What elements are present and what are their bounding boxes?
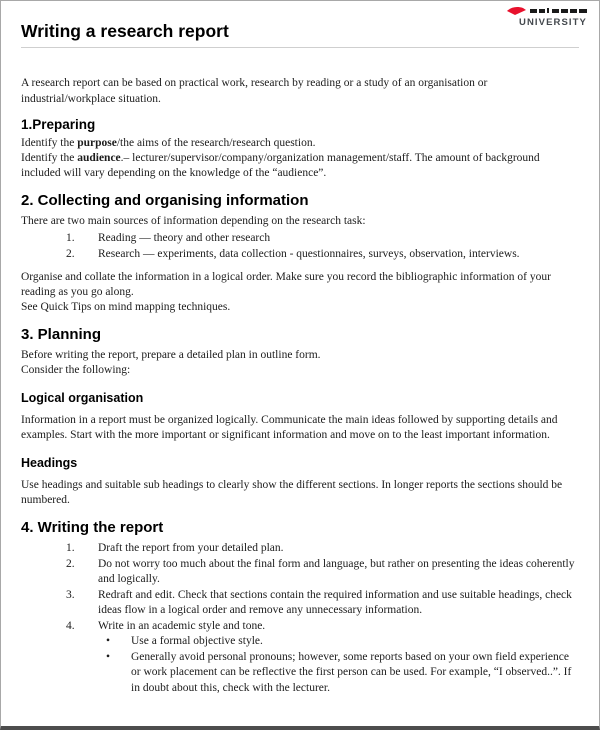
preparing-line-1-pre: Identify the	[21, 137, 78, 149]
list-item	[66, 557, 579, 588]
planning-line-2: Consider the following:	[21, 364, 131, 376]
bullet-item	[106, 650, 579, 697]
title-divider	[21, 47, 579, 48]
page-title: Writing a research report	[21, 21, 229, 41]
bullet-item	[106, 634, 579, 650]
headings-paragraph: Use headings and suitable sub headings to clearly show the different sections. In longer reports the sections should be numbered.	[21, 479, 563, 506]
list-item-text: Redraft and edit. Check that sections contain the required information and use suitable headings, check ideas flow in a logical order and remove any unnecessary information.	[98, 588, 572, 616]
university-logo-text: UNIVERSITY	[518, 17, 587, 28]
list-item	[66, 588, 579, 619]
section-heading-planning: 3. Planning	[21, 326, 102, 343]
section-heading-collecting: 2. Collecting and organising information	[21, 192, 309, 209]
list-item	[66, 619, 579, 635]
preparing-line-2	[21, 151, 579, 181]
list-item-text: Research — experiments, data collection - questionnaires, surveys, observation, interviews.	[98, 247, 520, 260]
list-item-number: 1.	[66, 232, 75, 244]
list-item-number: 1.	[66, 542, 75, 554]
list-item-number: 3.	[66, 588, 75, 601]
preparing-line-2-post: .– lecturer/supervisor/company/organization management/staff. The amount of background included will vary depending on the knowledge of the “audience”.	[21, 152, 540, 179]
sources-list	[66, 231, 579, 262]
purpose-bold-word: purpose	[77, 137, 117, 149]
subheading-logical-organisation: Logical organisation	[21, 391, 144, 405]
logical-organisation-paragraph: Information in a report must be organized logically. Communicate the main ideas followed by supporting details and examples. Start with the more important or significant information and move on to the least important information.	[21, 414, 558, 441]
list-item-text: Do not worry too much about the final form and language, but rather on presenting the ideas coherently and logically.	[98, 557, 575, 585]
collecting-lead: There are two main sources of information depending on the research task:	[21, 215, 366, 227]
list-item-text: Draft the report from your detailed plan.	[98, 542, 284, 554]
subheading-headings: Headings	[21, 456, 78, 470]
style-bullet-list	[106, 634, 579, 696]
intro-paragraph: A research report can be based on practical work, research by reading or a study of an organisation or industrial/workplace situation.	[21, 77, 488, 105]
list-item	[66, 247, 579, 263]
section-heading-writing: 4. Writing the report	[21, 519, 164, 536]
list-item-text: Reading — theory and other research	[98, 232, 271, 244]
writing-steps-list	[66, 541, 579, 634]
list-item-number: 4.	[66, 619, 75, 632]
bullet-icon: •	[106, 650, 111, 663]
list-item	[66, 231, 579, 247]
university-logo-mark-icon	[507, 6, 587, 16]
bullet-text: Use a formal objective style.	[131, 635, 263, 647]
list-item-number: 2.	[66, 557, 75, 570]
section-heading-preparing: 1.Preparing	[21, 117, 96, 132]
bullet-icon: •	[106, 635, 111, 647]
bullet-text: Generally avoid personal pronouns; however, some reports based on your own field experience or work placement can be reflective the first person can be used. For example, “I observed..”. If in doubt about this, check with the lecturer.	[131, 650, 572, 694]
preparing-line-2-pre: Identify the	[21, 152, 78, 164]
planning-line-1: Before writing the report, prepare a detailed plan in outline form.	[21, 349, 321, 361]
list-item-text: Write in an academic style and tone.	[98, 619, 266, 632]
preparing-line-1	[21, 136, 579, 151]
quick-tips-note: See Quick Tips on mind mapping techniques.	[21, 301, 231, 313]
list-item-number: 2.	[66, 247, 75, 260]
university-logo	[501, 6, 587, 28]
audience-bold-word: audience	[77, 152, 121, 164]
list-item	[66, 541, 579, 557]
collecting-paragraph: Organise and collate the information in a logical order. Make sure you record the bibliographic information of your reading as you go along.	[21, 271, 551, 298]
preparing-line-1-post: /the aims of the research/research question.	[116, 137, 316, 149]
